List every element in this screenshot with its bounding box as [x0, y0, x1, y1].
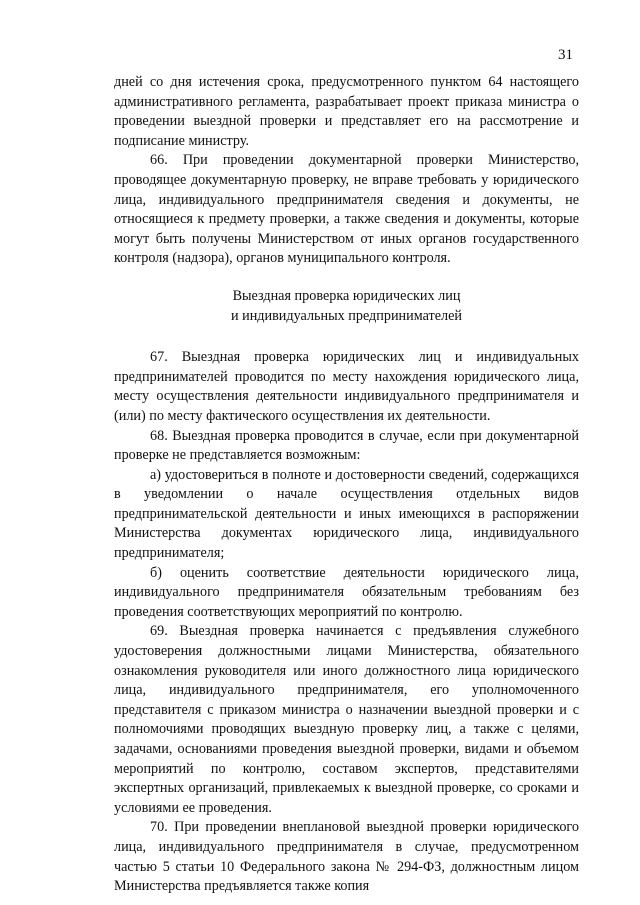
section-heading-line-2: и индивидуальных предпринимателей — [230, 307, 463, 324]
paragraph-68: 68. Выездная проверка проводится в случае, если при документарной проверке не представляется возможным: — [114, 427, 579, 464]
paragraph-69: 69. Выездная проверка начинается с предъявления служебного удостоверения должностными лицами Министерства, обязательного ознакомления руководителя или иного должностного лица юридического лица, индивидуального предпринимателя, его уполномоченного представителя с приказом министра о назначении выездной проверки и с полномочиями проводящих выездную проверку лиц, а также с целями, задачами, основаниями проведения выездной проверки, видами и объемом мероприятий по контролю, составом экспертов, представителями экспертных организаций, привлекаемых к выездной проверке, со сроками и условиями ее проведения. — [114, 623, 579, 816]
paragraph-66: 66. При проведении документарной проверки Министерство, проводящее документарную проверку, не вправе требовать у юридического лица, индивидуального предпринимателя сведения и документы, не относящиеся к предмету проверки, а также сведения и документы, которые могут быть получены Министерством от иных органов государственного контроля (надзора), органов муниципального контроля. — [114, 152, 579, 267]
paragraph-70: 70. При проведении внеплановой выездной проверки юридического лица, индивидуального предпринимателя в случае, предусмотренном частью 5 статьи 10 Федерального закона № 294-ФЗ, должностным лицом Министерства предъявляется также копия — [114, 819, 579, 895]
document-body — [114, 73, 579, 897]
paragraph-68-b: б) оценить соответствие деятельности юридического лица, индивидуального предпринимателя обязательным требованиям без проведения соответствующих мероприятий по контролю. — [114, 564, 579, 620]
paragraph-68-a: а) удостовериться в полноте и достоверности сведений, содержащихся в уведомлении о начале осуществления отдельных видов предпринимательской деятельности и иных имеющихся в распоряжении Министерства документах юридического лица, индивидуального предпринимателя; — [114, 466, 579, 562]
paragraph-continuation: дней со дня истечения срока, предусмотренного пунктом 64 настоящего административного регламента, разрабатывает проект приказа министра о проведении выездной проверки и представляет его на рассмотрение и подписание министру. — [114, 74, 579, 149]
page-number: 31 — [558, 47, 573, 63]
paragraph-67: 67. Выездная проверка юридических лиц и индивидуальных предпринимателей проводится по месту нахождения юридического лица, месту осуществления деятельности индивидуального предпринимателя и (или) по месту фактического осуществления их деятельности. — [114, 349, 579, 424]
section-heading — [114, 287, 579, 326]
section-heading-line-1: Выездная проверка юридических лиц — [232, 287, 461, 304]
